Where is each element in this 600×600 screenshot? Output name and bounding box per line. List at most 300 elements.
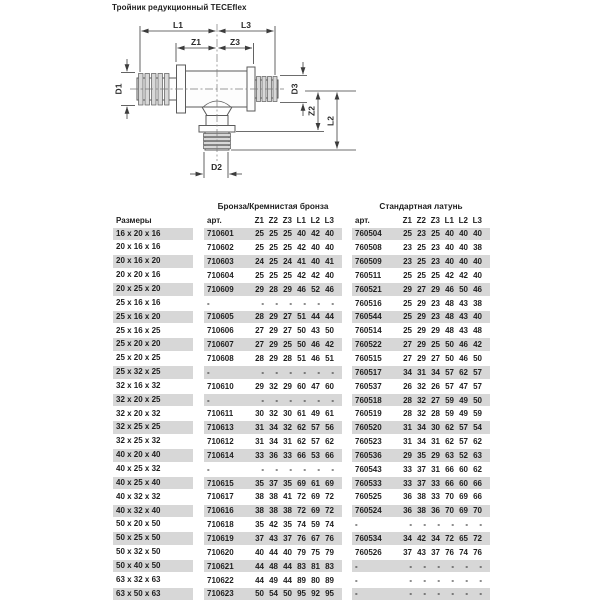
dim-value: 25 — [269, 257, 278, 267]
dim-value: 57 — [445, 381, 454, 391]
dim-value: 30 — [431, 423, 440, 433]
brass-values — [352, 463, 490, 476]
dim-value: 32 — [269, 409, 278, 419]
table-row — [113, 241, 490, 255]
dim-value: - — [303, 367, 306, 377]
dim-value: 29 — [417, 326, 426, 336]
dim-value: - — [331, 367, 334, 377]
brass-values — [352, 518, 490, 531]
bronze-values — [204, 435, 342, 448]
dim-value: 31 — [431, 464, 440, 474]
dim-value: - — [437, 589, 440, 599]
bronze-column-headers — [204, 214, 342, 227]
brass-art-number: 760523 — [355, 437, 382, 447]
brass-values — [352, 366, 490, 379]
size-cell: 32 x 16 x 32 — [116, 380, 161, 390]
brass-values — [352, 574, 490, 587]
dim-value: - — [317, 298, 320, 308]
dim-value: 72 — [473, 533, 482, 543]
dim-value: 46 — [325, 284, 334, 294]
dim-value: 62 — [459, 367, 468, 377]
dim-value: 36 — [403, 506, 412, 516]
dim-value: 43 — [269, 533, 278, 543]
bronze-values — [204, 574, 342, 587]
dim-value: 66 — [297, 450, 306, 460]
dim-value: 34 — [269, 437, 278, 447]
dim-value: - — [479, 589, 482, 599]
dim-value: 48 — [269, 561, 278, 571]
dim-value: 48 — [445, 298, 454, 308]
bronze-values — [204, 491, 342, 504]
dim-value: 25 — [431, 270, 440, 280]
dim-value: 42 — [325, 340, 334, 350]
bronze-art-number: 710610 — [207, 381, 234, 391]
dim-value: 42 — [297, 270, 306, 280]
page-title: Тройник редукционный TECEflex — [112, 3, 247, 12]
dim-value: 29 — [255, 381, 264, 391]
dim-value: 40 — [459, 229, 468, 239]
dim-value: 46 — [459, 354, 468, 364]
dim-value: 34 — [403, 367, 412, 377]
dim-value: 43 — [459, 312, 468, 322]
bronze-values — [204, 588, 342, 600]
brass-art-number: 760504 — [355, 229, 382, 239]
dim-value: 76 — [325, 533, 334, 543]
dim-value: 29 — [283, 381, 292, 391]
dim-value: 40 — [297, 229, 306, 239]
dim-value: 61 — [325, 409, 334, 419]
dim-value: 60 — [459, 478, 468, 488]
dim-value: 34 — [431, 533, 440, 543]
dim-value: - — [331, 464, 334, 474]
dim-value: 29 — [269, 312, 278, 322]
dim-value: 33 — [403, 478, 412, 488]
brass-art-number: 760543 — [355, 464, 382, 474]
size-cell: 32 x 20 x 25 — [113, 394, 193, 407]
dim-value: 25 — [403, 270, 412, 280]
dim-value: 35 — [283, 520, 292, 530]
dim-value: - — [423, 520, 426, 530]
bronze-art-number: 710604 — [207, 270, 234, 280]
dim-value: 72 — [325, 492, 334, 502]
dim-value: 34 — [417, 437, 426, 447]
dim-value: 29 — [431, 326, 440, 336]
bronze-art-number: 710602 — [207, 243, 234, 253]
dim-value: 29 — [269, 354, 278, 364]
dim-value: 25 — [403, 326, 412, 336]
dim-value: - — [479, 520, 482, 530]
dim-value: - — [289, 367, 292, 377]
dim-value: - — [437, 575, 440, 585]
column-header-dim: Z2 — [416, 216, 426, 225]
dim-value: 46 — [473, 284, 482, 294]
dim-value: 35 — [255, 478, 264, 488]
brass-art-number: 760534 — [355, 533, 382, 543]
table-row — [113, 421, 490, 435]
dim-value: 31 — [403, 423, 412, 433]
dim-value: 34 — [417, 423, 426, 433]
dim-value: - — [423, 575, 426, 585]
bronze-art-number: - — [207, 367, 210, 377]
column-header-row — [113, 214, 490, 227]
size-cell: 25 x 20 x 20 — [113, 338, 193, 351]
dim-value: - — [451, 575, 454, 585]
size-cell: 40 x 20 x 40 — [113, 449, 193, 462]
brass-art-number: 760544 — [355, 312, 382, 322]
dim-value: 89 — [325, 575, 334, 585]
label-d3: D3 — [289, 83, 300, 95]
dim-value: 27 — [403, 354, 412, 364]
dim-value: 29 — [431, 450, 440, 460]
bronze-art-number: 710618 — [207, 520, 234, 530]
table-row — [113, 476, 490, 490]
dim-value: 49 — [459, 395, 468, 405]
dim-value: 44 — [325, 312, 334, 322]
bronze-art-number: 710608 — [207, 354, 234, 364]
dim-value: 25 — [283, 340, 292, 350]
dim-value: 47 — [311, 381, 320, 391]
dim-value: 89 — [297, 575, 306, 585]
dim-value: 62 — [297, 437, 306, 447]
bronze-art-number: 710619 — [207, 533, 234, 543]
dim-value: 42 — [311, 229, 320, 239]
table-rows — [113, 227, 490, 600]
table-row — [113, 255, 490, 269]
bronze-art-number: 710613 — [207, 423, 234, 433]
dim-value: 59 — [311, 520, 320, 530]
dim-value: 41 — [297, 257, 306, 267]
dim-value: 25 — [255, 229, 264, 239]
dim-value: - — [437, 561, 440, 571]
dim-value: 38 — [417, 506, 426, 516]
dim-value: 50 — [255, 589, 264, 599]
table-row — [113, 518, 490, 532]
brass-values — [352, 477, 490, 490]
bronze-art-number: 710621 — [207, 561, 234, 571]
dim-value: - — [261, 298, 264, 308]
dim-value: 69 — [311, 492, 320, 502]
dim-value: 29 — [431, 284, 440, 294]
bronze-values — [204, 463, 342, 476]
dim-value: 40 — [445, 243, 454, 253]
bronze-values — [204, 477, 342, 490]
brass-art-number: 760515 — [355, 354, 382, 364]
dim-value: - — [261, 464, 264, 474]
dim-value: - — [465, 561, 468, 571]
brass-art-number: 760522 — [355, 340, 382, 350]
table-row — [113, 573, 490, 587]
dim-value: 34 — [403, 533, 412, 543]
bronze-values — [204, 394, 342, 407]
dim-value: 41 — [325, 257, 334, 267]
dim-value: 33 — [403, 464, 412, 474]
dim-value: 57 — [459, 437, 468, 447]
table-row — [113, 324, 490, 338]
dim-value: 74 — [297, 520, 306, 530]
dim-value: 52 — [311, 284, 320, 294]
dim-value: 32 — [417, 409, 426, 419]
dim-value: 44 — [283, 575, 292, 585]
brass-art-number: 760524 — [355, 506, 382, 516]
bronze-values — [204, 283, 342, 296]
dim-value: 69 — [297, 478, 306, 488]
dim-value: 35 — [283, 478, 292, 488]
dim-value: 29 — [403, 450, 412, 460]
size-cell: 25 x 32 x 25 — [113, 366, 193, 379]
bronze-art-number: 710601 — [207, 229, 234, 239]
dim-value: 30 — [255, 409, 264, 419]
dim-value: 29 — [417, 298, 426, 308]
bronze-values — [204, 311, 342, 324]
brass-values — [352, 532, 490, 545]
dim-value: 40 — [311, 257, 320, 267]
column-header-dim: Z1 — [254, 216, 264, 225]
dim-value: 33 — [255, 450, 264, 460]
dim-value: 44 — [269, 547, 278, 557]
dim-value: 47 — [459, 381, 468, 391]
label-z2: Z2 — [306, 106, 317, 116]
dim-value: - — [423, 561, 426, 571]
dim-value: 28 — [283, 354, 292, 364]
dim-value: 83 — [325, 561, 334, 571]
dim-value: 46 — [445, 284, 454, 294]
tee-fitting-outline — [137, 65, 278, 150]
column-header-dim: L3 — [324, 216, 334, 225]
dim-value: - — [479, 561, 482, 571]
dim-value: 76 — [297, 533, 306, 543]
dim-value: 48 — [473, 326, 482, 336]
brass-art-number: 760521 — [355, 284, 382, 294]
table-row — [113, 379, 490, 393]
brass-values — [352, 352, 490, 365]
dim-value: 33 — [431, 492, 440, 502]
dim-value: 26 — [403, 381, 412, 391]
dim-value: 31 — [403, 437, 412, 447]
group-header-bronze: Бронза/Кремнистая бронза — [217, 202, 329, 211]
dim-value: 38 — [417, 492, 426, 502]
dim-value: 48 — [445, 326, 454, 336]
brass-art-number: 760526 — [355, 547, 382, 557]
dim-value: 62 — [445, 423, 454, 433]
dim-value: 76 — [445, 547, 454, 557]
brass-art-number: 760516 — [355, 298, 382, 308]
brass-values — [352, 255, 490, 268]
dim-value: 42 — [445, 270, 454, 280]
dim-value: 69 — [459, 492, 468, 502]
dim-value: 59 — [445, 409, 454, 419]
dim-value: 62 — [473, 464, 482, 474]
dim-value: 66 — [445, 464, 454, 474]
dim-value: 25 — [283, 229, 292, 239]
size-cell: 50 x 32 x 50 — [116, 547, 161, 557]
dim-value: 50 — [445, 340, 454, 350]
dim-value: 37 — [283, 533, 292, 543]
brass-values — [352, 297, 490, 310]
size-cell: 50 x 20 x 50 — [116, 519, 161, 529]
dim-value: 53 — [311, 450, 320, 460]
dim-value: - — [465, 589, 468, 599]
dim-value: 52 — [459, 450, 468, 460]
size-cell: 40 x 32 x 40 — [113, 505, 193, 518]
dim-value: 38 — [269, 506, 278, 516]
dim-value: 40 — [445, 257, 454, 267]
dim-value: 46 — [311, 340, 320, 350]
dim-value: 57 — [311, 423, 320, 433]
brass-values — [352, 380, 490, 393]
dim-value: 23 — [431, 298, 440, 308]
dim-value: 49 — [459, 409, 468, 419]
table-row — [113, 532, 490, 546]
dim-value: 63 — [473, 450, 482, 460]
column-header-art-bronze: арт. — [207, 216, 222, 225]
bronze-values — [204, 449, 342, 462]
dim-value: 38 — [255, 492, 264, 502]
dim-value: - — [289, 464, 292, 474]
brass-values — [352, 241, 490, 254]
brass-values — [352, 491, 490, 504]
table-row — [113, 490, 490, 504]
column-header-dim: L3 — [472, 216, 482, 225]
dim-value: 83 — [297, 561, 306, 571]
dim-value: 23 — [417, 229, 426, 239]
dim-value: 37 — [269, 478, 278, 488]
dim-value: - — [261, 367, 264, 377]
dim-value: 38 — [283, 506, 292, 516]
dim-value: 48 — [445, 312, 454, 322]
dim-value: - — [409, 520, 412, 530]
bronze-art-number: 710616 — [207, 506, 234, 516]
brass-art-number: 760518 — [355, 395, 382, 405]
dim-value: 25 — [431, 229, 440, 239]
label-l3: L3 — [241, 20, 251, 30]
brass-art-number: 760525 — [355, 492, 382, 502]
table-row — [113, 365, 490, 379]
dim-value: 25 — [417, 243, 426, 253]
dim-value: 74 — [325, 520, 334, 530]
dim-value: 56 — [325, 423, 334, 433]
dim-value: 42 — [269, 520, 278, 530]
table-row — [113, 338, 490, 352]
column-header-dim: L2 — [458, 216, 468, 225]
brass-art-number: - — [355, 589, 358, 599]
dim-value: - — [331, 395, 334, 405]
dim-value: 79 — [325, 547, 334, 557]
group-header-row — [113, 200, 490, 214]
dim-value: 28 — [269, 284, 278, 294]
bronze-values — [204, 546, 342, 559]
dim-value: 49 — [311, 409, 320, 419]
dim-value: - — [465, 575, 468, 585]
dim-value: 28 — [431, 409, 440, 419]
dim-value: 25 — [403, 312, 412, 322]
bronze-values — [204, 325, 342, 338]
dim-value: 38 — [269, 492, 278, 502]
dim-value: 23 — [403, 257, 412, 267]
dim-value: 28 — [403, 395, 412, 405]
brass-values — [352, 408, 490, 421]
dim-value: 44 — [283, 561, 292, 571]
dim-value: 34 — [269, 423, 278, 433]
dim-value: 36 — [269, 450, 278, 460]
dim-value: 31 — [431, 437, 440, 447]
size-cell: 25 x 16 x 16 — [116, 297, 161, 307]
dim-value: 26 — [431, 381, 440, 391]
bronze-art-number: 710622 — [207, 575, 234, 585]
brass-art-number: 760509 — [355, 257, 382, 267]
bronze-art-number: 710615 — [207, 478, 234, 488]
dim-value: 95 — [297, 589, 306, 599]
dim-value: 67 — [311, 533, 320, 543]
dim-value: - — [303, 298, 306, 308]
bronze-values — [204, 241, 342, 254]
dim-value: 35 — [417, 450, 426, 460]
dim-value: 41 — [283, 492, 292, 502]
brass-values — [352, 421, 490, 434]
bronze-art-number: 710603 — [207, 257, 234, 267]
dim-value: 50 — [325, 326, 334, 336]
table-row — [113, 282, 490, 296]
dim-value: 72 — [297, 506, 306, 516]
size-cell: 40 x 32 x 32 — [116, 491, 161, 501]
dim-value: 29 — [269, 340, 278, 350]
brass-art-number: 760537 — [355, 381, 382, 391]
dim-value: 61 — [311, 478, 320, 488]
brass-values — [352, 560, 490, 573]
size-cell: 25 x 20 x 25 — [116, 353, 161, 363]
dim-value: 28 — [403, 409, 412, 419]
dim-value: 43 — [311, 326, 320, 336]
size-cell: 20 x 16 x 20 — [113, 255, 193, 268]
dim-value: 23 — [431, 312, 440, 322]
brass-art-number: 760520 — [355, 423, 382, 433]
column-header-sizes: Размеры — [116, 216, 152, 225]
brass-art-number: 760536 — [355, 450, 382, 460]
bronze-art-number: 710623 — [207, 589, 234, 599]
dim-value: 38 — [473, 298, 482, 308]
dim-value: 69 — [459, 506, 468, 516]
bronze-values — [204, 269, 342, 282]
dim-value: 27 — [417, 284, 426, 294]
dim-value: 31 — [255, 423, 264, 433]
dim-value: 29 — [283, 284, 292, 294]
dim-value: 31 — [255, 437, 264, 447]
dim-value: 23 — [431, 257, 440, 267]
dim-value: 57 — [459, 423, 468, 433]
size-cell: 40 x 25 x 32 — [116, 463, 161, 473]
size-cell: 32 x 25 x 25 — [113, 421, 193, 434]
bronze-art-number: 710614 — [207, 450, 234, 460]
size-cell: 50 x 40 x 50 — [113, 560, 193, 573]
dim-value: 66 — [473, 492, 482, 502]
dim-value: - — [409, 589, 412, 599]
dim-value: 54 — [473, 423, 482, 433]
dim-value: 33 — [431, 478, 440, 488]
dim-value: 66 — [445, 478, 454, 488]
table-row — [113, 435, 490, 449]
dim-value: 40 — [325, 270, 334, 280]
dim-value: - — [409, 561, 412, 571]
dim-value: 35 — [255, 520, 264, 530]
dim-value: 25 — [255, 270, 264, 280]
dim-value: 37 — [255, 533, 264, 543]
dim-value: 29 — [417, 340, 426, 350]
bronze-values — [204, 421, 342, 434]
dim-value: - — [437, 520, 440, 530]
dim-value: 36 — [403, 492, 412, 502]
dim-value: 37 — [431, 547, 440, 557]
dim-value: 44 — [255, 561, 264, 571]
size-cell: 20 x 25 x 20 — [113, 283, 193, 296]
